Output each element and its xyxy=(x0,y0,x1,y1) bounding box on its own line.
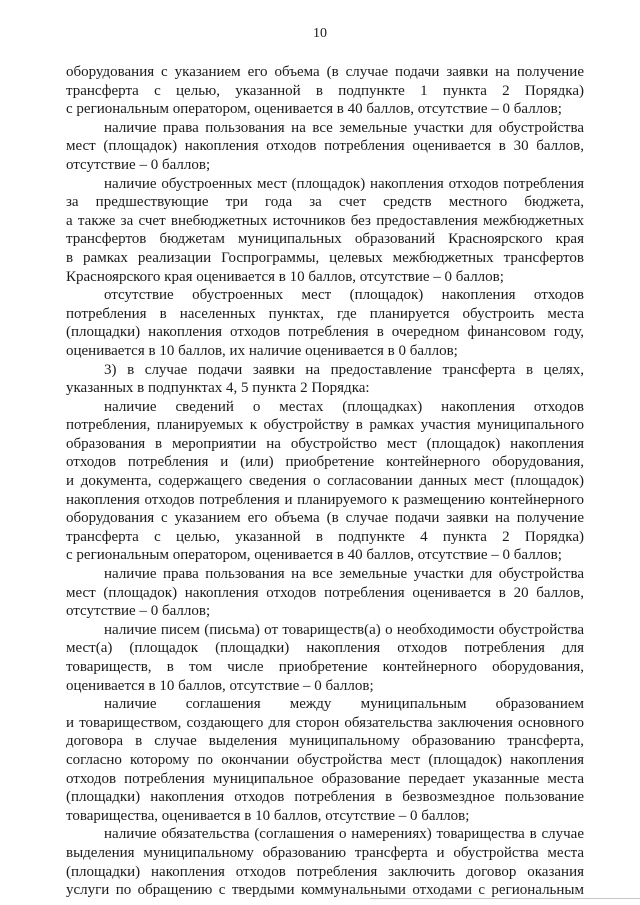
text-line: отсутствие – 0 баллов; xyxy=(66,603,211,620)
text-line: отсутствие – 0 баллов; xyxy=(66,156,211,173)
text-line: (площадки) накопления отходов потребления в очередном финансовом году, xyxy=(66,324,584,341)
text-line: оборудования с указанием его объема (в случае подачи заявки на получение xyxy=(66,510,584,527)
text-line: накопления отходов потребления и планируемого к размещению контейнерного xyxy=(66,491,584,508)
text-line: наличие права пользования на все земельные участки для обустройства xyxy=(104,119,584,136)
text-line: и документа, содержащего сведения о согласовании данных мест (площадок) xyxy=(66,473,584,490)
text-line: мест (площадок) накопления отходов потребления оценивается в 30 баллов, xyxy=(66,138,584,155)
text-line: оборудования с указанием его объема (в случае подачи заявки на получение xyxy=(66,64,584,80)
text-line: трансферта с целью, указанной в подпункте 1 пункта 2 Порядка) xyxy=(66,82,584,99)
text-line: указанных в подпунктах 4, 5 пункта 2 Порядка: xyxy=(66,380,370,397)
text-line: выделения муниципальному образованию трансферта и обустройства места xyxy=(66,844,584,861)
text-line: потребления в населенных пунктах, где планируется обустроить места xyxy=(66,305,584,322)
text-line: 3) в случае подачи заявки на предоставление трансферта в целях, xyxy=(104,361,584,378)
text-line: отходов потребления муниципальное образование передает указанные места xyxy=(66,770,584,787)
text-line: с региональным оператором, оценивается в 40 баллов, отсутствие – 0 баллов; xyxy=(66,547,562,564)
text-line: услуги по обращению с твердыми коммунальными отходами с региональным xyxy=(66,882,584,899)
text-line: наличие обязательства (соглашения о намерениях) товарищества в случае xyxy=(104,826,584,843)
page-number: 10 xyxy=(313,26,327,41)
text-line: оценивается в 10 баллов, их наличие оценивается в 0 баллов; xyxy=(66,342,458,359)
text-line: наличие писем (письма) от товариществ(а) о необходимости обустройства xyxy=(104,621,584,638)
text-line: наличие сведений о местах (площадках) накопления отходов xyxy=(104,398,584,415)
text-line: оценивается в 10 баллов, отсутствие – 0 баллов; xyxy=(66,677,374,694)
text-line: Красноярского края оценивается в 10 баллов, отсутствие – 0 баллов; xyxy=(66,268,504,285)
text-line: и товариществом, создающего для сторон обязательства заключения основного xyxy=(66,714,584,731)
text-line: образования в мероприятии на обустройство мест (площадок) накопления xyxy=(66,435,584,452)
text-line: (площадки) накопления отходов потребления заключить договор оказания xyxy=(66,863,584,880)
text-line: наличие соглашения между муниципальным образованием xyxy=(104,696,584,713)
document-body xyxy=(66,63,584,900)
text-line: мест(а) (площадок (площадки) накопления отходов потребления для xyxy=(66,640,584,657)
scan-edge-line xyxy=(370,898,640,899)
text-line: согласно которому по окончании обустройства мест (площадок) накопления xyxy=(66,751,584,768)
text-line: товариществ, в том числе приобретение контейнерного оборудования, xyxy=(66,659,584,675)
text-line: трансфертов бюджетам муниципальных образований Красноярского края xyxy=(66,231,584,248)
text-line: а также за счет внебюджетных источников без предоставления межбюджетных xyxy=(66,212,584,229)
text-line: (площадки) накопления отходов потребления в безвозмездное пользование xyxy=(66,789,584,806)
text-line: за предшествующие три года за счет средств местного бюджета, xyxy=(66,194,584,211)
text-line: в рамках реализации Госпрограммы, целевых межбюджетных трансфертов xyxy=(66,249,584,266)
text-line: товарищества, оценивается в 10 баллов, отсутствие – 0 баллов; xyxy=(66,807,470,824)
text-line: мест (площадок) накопления отходов потребления оценивается в 20 баллов, xyxy=(66,584,584,601)
text-line: с региональным оператором, оценивается в 40 баллов, отсутствие – 0 баллов; xyxy=(66,101,562,118)
text-line: наличие обустроенных мест (площадок) накопления отходов потребления xyxy=(104,175,584,192)
text-line: отходов потребления и (или) приобретение контейнерного оборудования, xyxy=(66,454,584,471)
text-line: наличие права пользования на все земельные участки для обустройства xyxy=(104,566,584,583)
text-line: трансферта с целью, указанной в подпункте 4 пункта 2 Порядка) xyxy=(66,528,584,545)
text-line: потребления, планируемых к обустройству в рамках участия муниципального xyxy=(66,417,584,434)
text-line: договора в случае выделения муниципальному образованию трансферта, xyxy=(66,733,584,750)
text-line: отсутствие обустроенных мест (площадок) накопления отходов xyxy=(104,287,584,304)
